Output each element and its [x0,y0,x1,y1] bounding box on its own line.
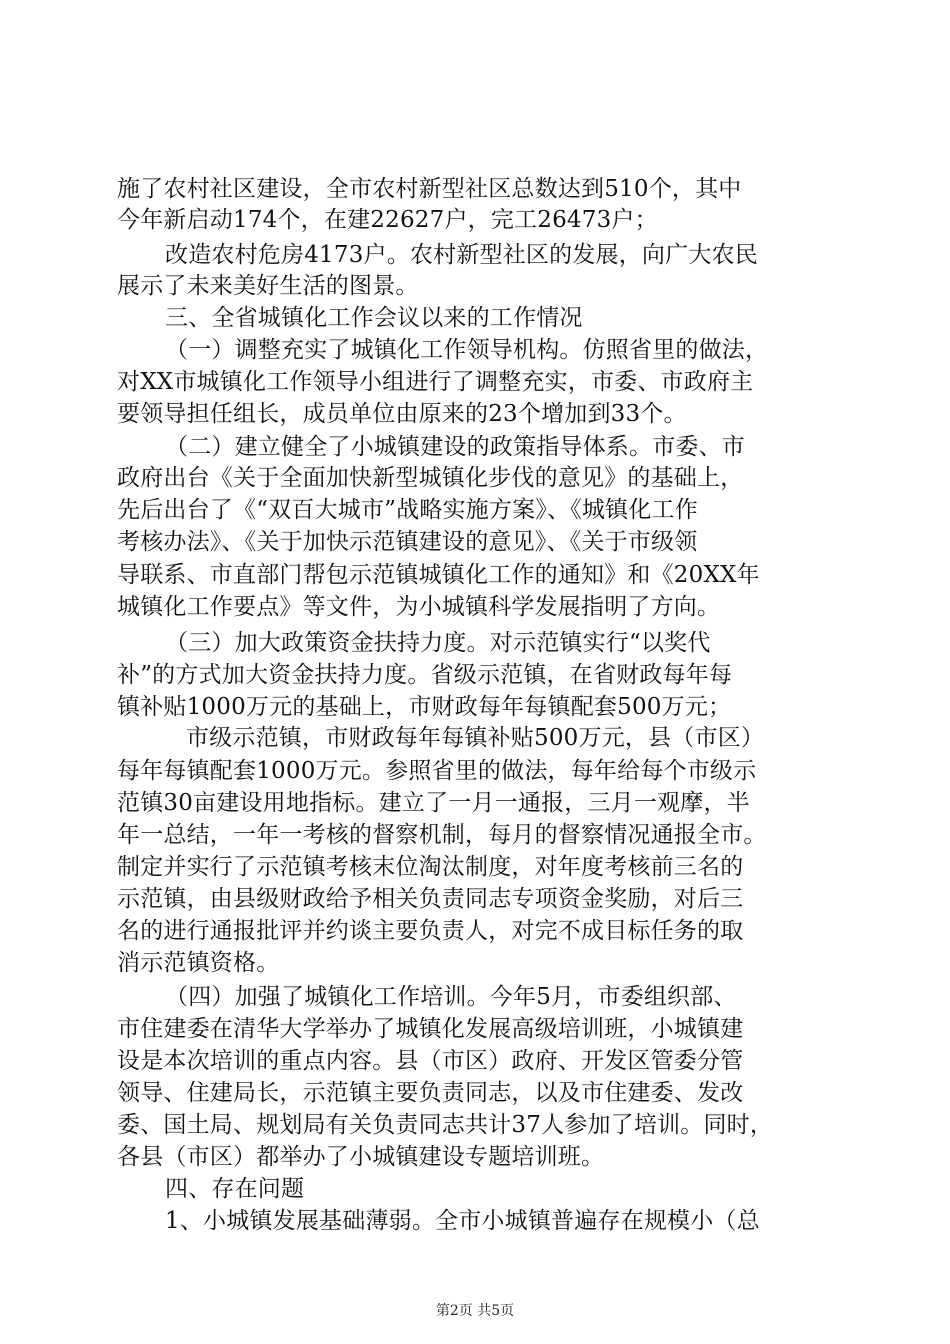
body-line: 改造农村危房4173户。农村新型社区的发展，向广大农民 [165,242,758,268]
body-line: （三）加大政策资金扶持力度。对示范镇实行“以奖代 [165,630,711,656]
body-line: 示范镇，由县级财政给予相关负责同志专项资金奖励，对后三 [117,886,744,912]
body-line: 补”的方式加大资金扶持力度。省级示范镇，在省财政每年每 [117,662,733,688]
page-footer: 第2页 共5页 [435,1303,515,1319]
body-line: 对XX市城镇化工作领导小组进行了调整充实，市委、市政府主 [117,369,754,395]
body-line: （二）建立健全了小城镇建设的政策指导体系。市委、市 [165,434,745,460]
body-line: 施了农村社区建设，全市农村新型社区总数达到510个，其中 [117,176,742,202]
body-line: 要领导担任组长，成员单位由原来的23个增加到33个。 [117,401,687,427]
body-line: 1、小城镇发展基础薄弱。全市小城镇普遍存在规模小（总 [165,1208,760,1234]
body-line: 政府出台《关于全面加快新型城镇化步伐的意见》的基础上， [117,465,744,491]
body-line: 先后出台了《“双百大城市”战略实施方案》、《城镇化工作 [117,497,698,523]
body-line: 范镇30亩建设用地指标。建立了一月一通报，三月一观摩，半 [117,790,750,816]
body-line: 各县（市区）都举办了小城镇建设专题培训班。 [117,1144,605,1170]
body-line: 年一总结，一年一考核的督察机制，每月的督察情况通报全市。 [117,822,767,848]
body-line: 领导、住建局长，示范镇主要负责同志，以及市住建委、发改 [117,1080,744,1106]
body-line: 镇补贴1000万元的基础上，市财政每年每镇配套500万元； [117,694,732,720]
body-line: （一）调整充实了城镇化工作领导机构。仿照省里的做法， [165,337,769,363]
body-line: 委、国土局、规划局有关负责同志共计37人参加了培训。同时， [117,1112,774,1138]
body-line: 导联系、市直部门帮包示范镇城镇化工作的通知》和《20XX年 [117,562,760,588]
body-line: 制定并实行了示范镇考核末位淘汰制度，对年度考核前三名的 [117,854,744,880]
body-line: （四）加强了城镇化工作培训。今年5月，市委组织部、 [165,984,737,1010]
body-line: 名的进行通报批评并约谈主要负责人，对完不成目标任务的取 [117,918,744,944]
section-heading: 四、存在问题 [165,1176,305,1202]
body-line: 设是本次培训的重点内容。县（市区）政府、开发区管委分管 [117,1048,744,1074]
body-line: 展示了未来美好生活的图景。 [117,273,419,299]
body-line: 消示范镇资格。 [117,950,280,976]
body-line: 今年新启动174个，在建22627户，完工26473户； [117,207,658,233]
body-line: 每年每镇配套1000万元。参照省里的做法，每年给每个市级示 [117,758,757,784]
body-line: 市级示范镇，市财政每年每镇补贴500万元，县（市区） [186,725,765,751]
section-heading: 三、全省城镇化工作会议以来的工作情况 [165,305,583,331]
body-line: 考核办法》、《关于加快示范镇建设的意见》、《关于市级领 [117,529,698,555]
body-line: 市住建委在清华大学举办了城镇化发展高级培训班，小城镇建 [117,1016,744,1042]
body-line: 城镇化工作要点》等文件，为小城镇科学发展指明了方向。 [117,594,721,620]
